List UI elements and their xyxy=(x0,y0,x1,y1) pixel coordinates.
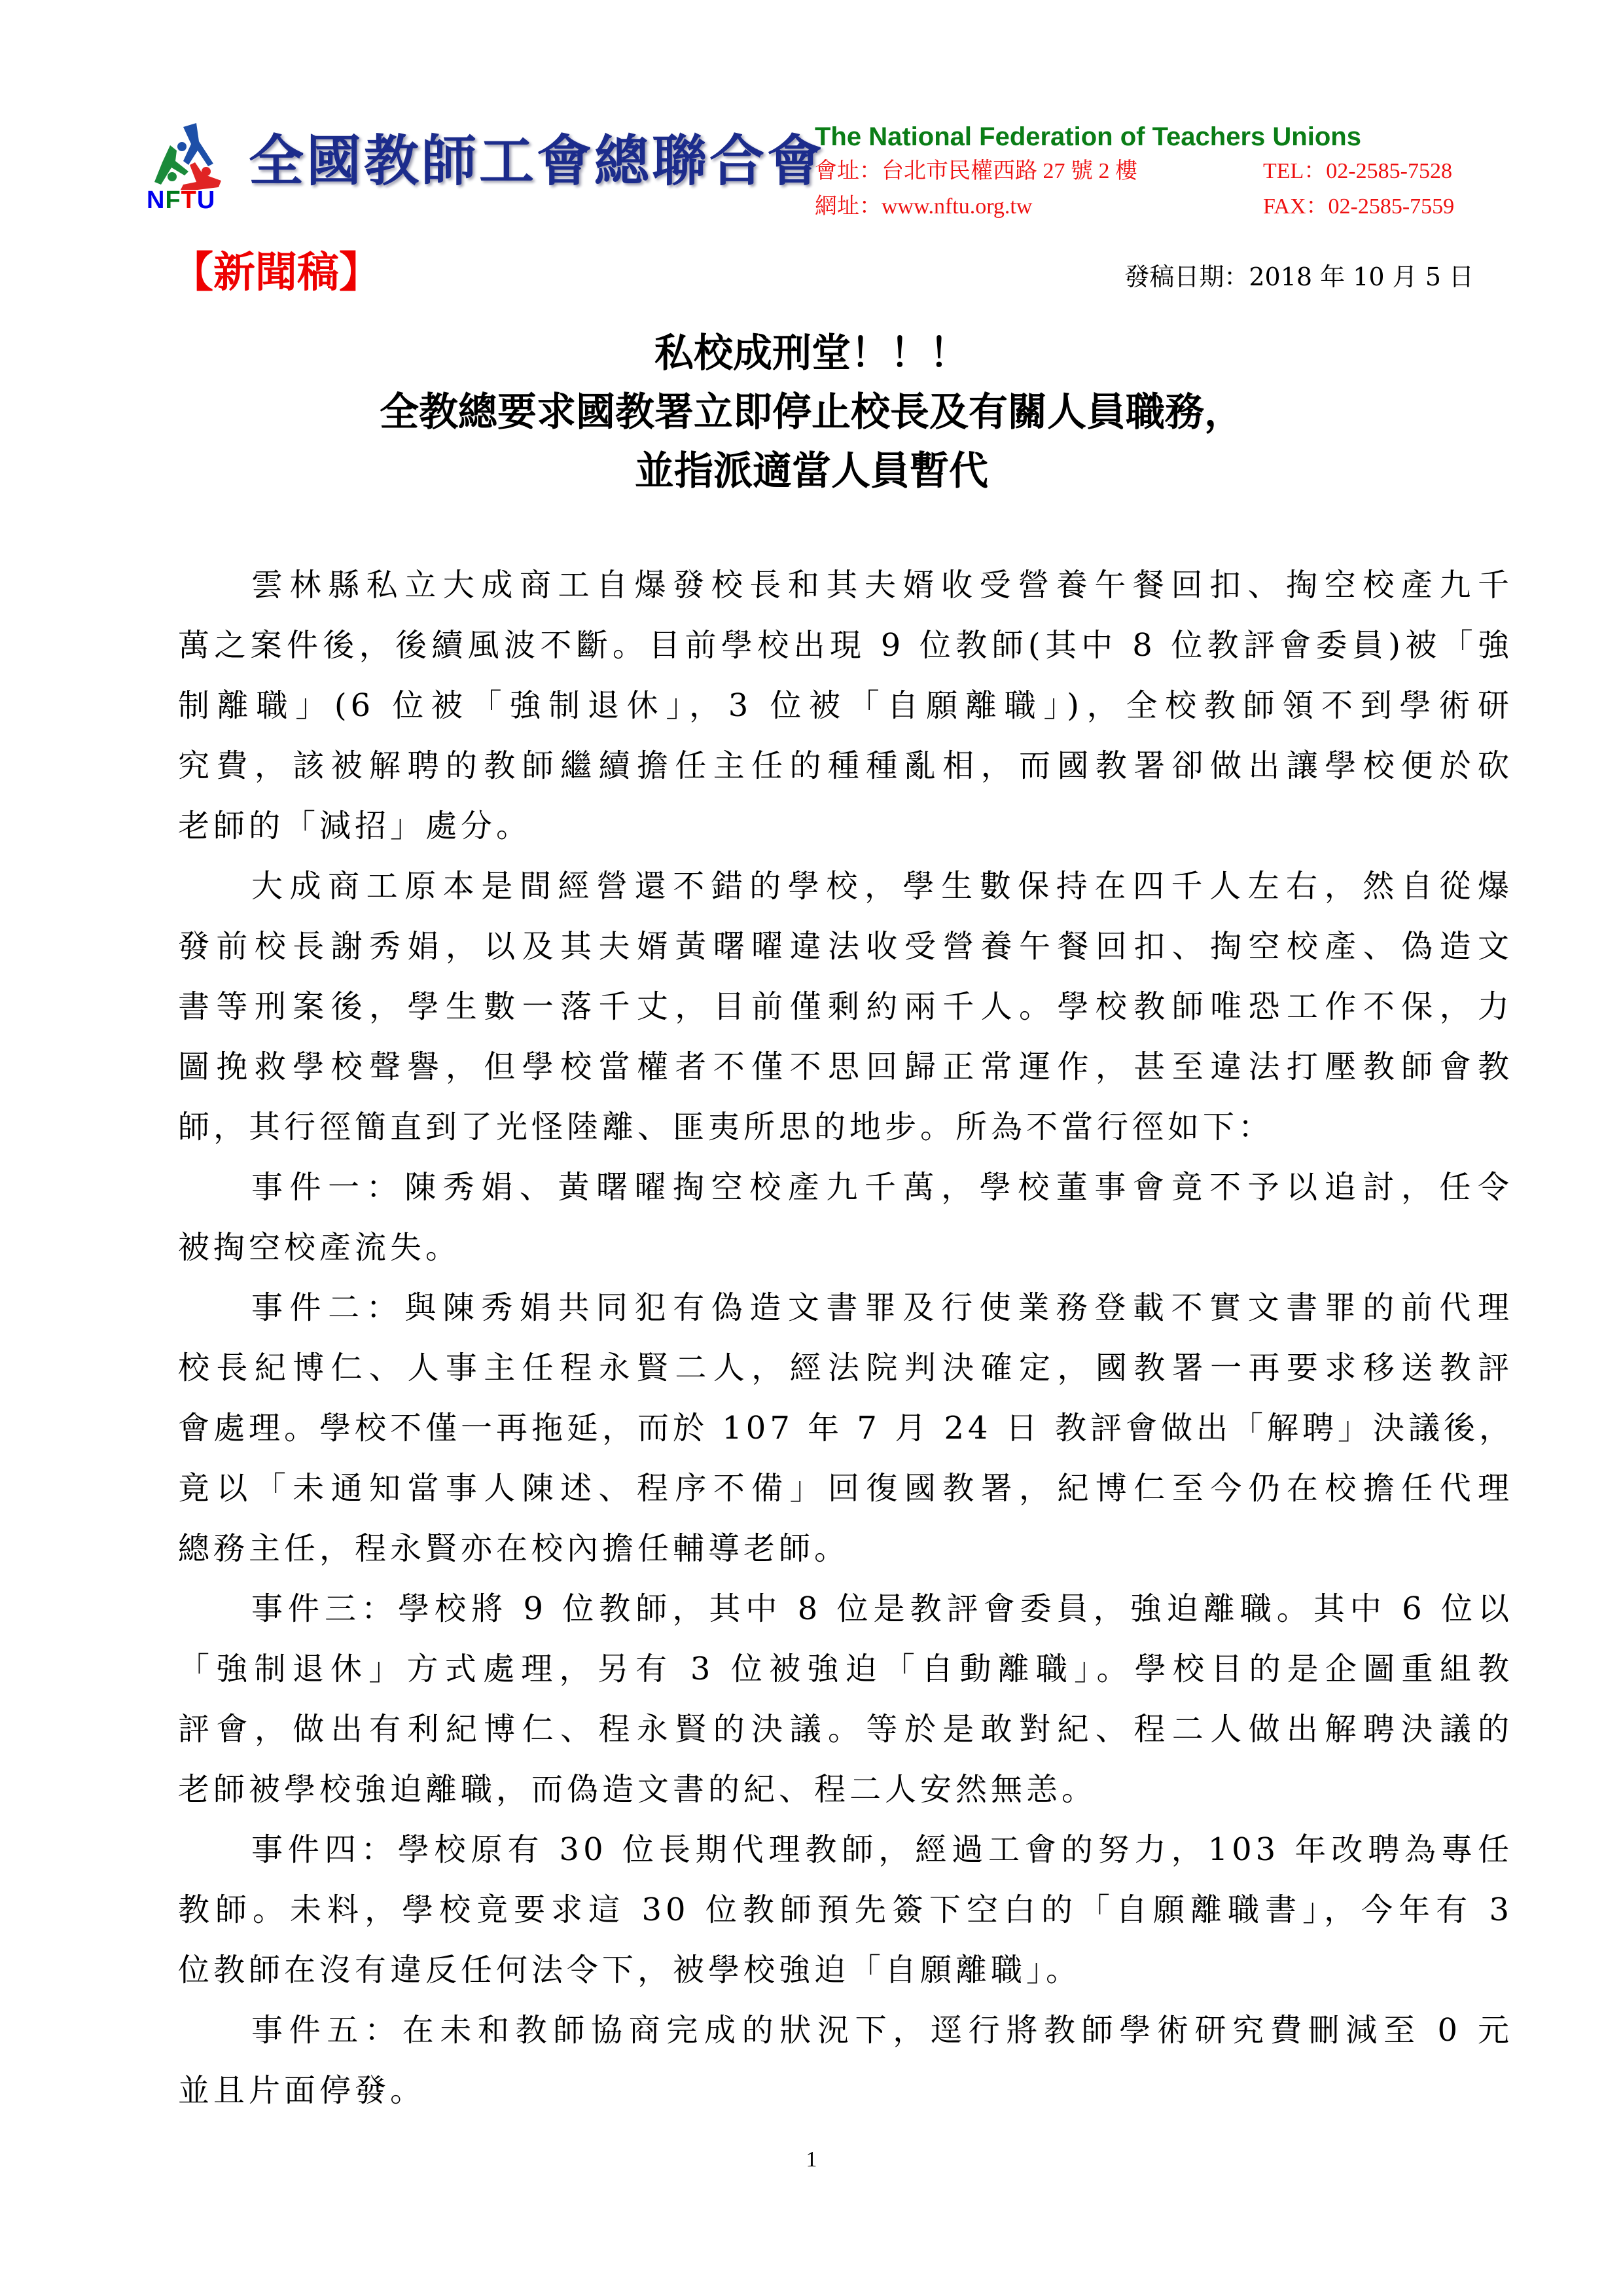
logo-letter: U xyxy=(196,187,216,214)
paragraph-line: 師，其行徑簡直到了光怪陸離、匪夷所思的地步。所為不當行徑如下： xyxy=(178,1109,1274,1145)
paragraph-line: 老師被學校強迫離職，而偽造文書的紀、程二人安然無恙。 xyxy=(178,1771,1097,1808)
paragraph-line: 會處理。學校不僅一再拖延，而於 107 年 7 月 24 日 教評會做出「解聘」決議後， xyxy=(178,1410,1515,1446)
paragraph-line: 事件五：在未和教師協商完成的狀況下，逕行將教師學術研究費刪減至 0 元 xyxy=(251,2012,1513,2049)
paragraph-line: 教師。未料，學校竟要求這 30 位教師預先簽下空白的「自願離職書」，今年有 3 xyxy=(178,1892,1513,1928)
paragraph-line: 事件三：學校將 9 位教師，其中 8 位是教評會委員，強迫離職。其中 6 位以 xyxy=(251,1590,1513,1627)
paragraph xyxy=(178,2000,1513,2121)
paragraph-line: 事件二：與陳秀娟共同犯有偽造文書罪及行使業務登載不實文書罪的前代理 xyxy=(251,1289,1513,1326)
paragraph-line: 事件四：學校原有 30 位長期代理教師，經過工會的努力，103 年改聘為專任 xyxy=(251,1831,1513,1868)
logo-wordmark xyxy=(147,187,215,213)
logo-letter: T xyxy=(181,187,197,214)
people-emblem-icon xyxy=(143,122,234,194)
paragraph-line: 並且片面停發。 xyxy=(178,2072,426,2109)
paragraph-line: 書等刑案後，學生數一落千丈，目前僅剩約兩千人。學校教師唯恐工作不保，力 xyxy=(178,988,1513,1025)
paragraph-line: 「強制退休」方式處理，另有 3 位被強迫「自動離職」。學校目的是企圖重組教 xyxy=(178,1651,1513,1687)
nftu-logo xyxy=(143,122,234,220)
paragraph xyxy=(178,1820,1513,2000)
paragraph-line: 老師的「減招」處分。 xyxy=(178,808,532,844)
paragraph xyxy=(178,1157,1513,1278)
paragraph-line: 大成商工原本是間經營還不錯的學校，學生數保持在四千人左右，然自從爆 xyxy=(251,868,1513,905)
logo-letter: N xyxy=(147,187,166,214)
headline-line-3: 並指派適當人員暫代 xyxy=(635,448,988,494)
fax: FAX：02-2585-7559 xyxy=(1263,194,1455,219)
paragraph-line: 校長紀博仁、人事主任程永賢二人，經法院判決確定，國教署一再要求移送教評 xyxy=(178,1350,1513,1386)
paragraph xyxy=(178,1579,1513,1820)
article-body xyxy=(178,555,1513,2121)
paragraph-line: 雲林縣私立大成商工自爆發校長和其夫婿收受營養午餐回扣、掏空校產九千 xyxy=(251,567,1513,603)
paragraph-line: 位教師在沒有違反任何法令下，被學校強迫「自願離職」。 xyxy=(178,1952,1082,1988)
organization-name-english: The National Federation of Teachers Unions xyxy=(815,122,1361,151)
headline-line-2: 全教總要求國教署立即停止校長及有關人員職務， xyxy=(380,389,1243,435)
release-date: 發稿日期：2018 年 10 月 5 日 xyxy=(1124,262,1474,291)
paragraph-line: 總務主任，程永賢亦在校內擔任輔導老師。 xyxy=(178,1530,850,1567)
paragraph-line: 竟以「未通知當事人陳述、程序不備」回復國教署，紀博仁至今仍在校擔任代理 xyxy=(178,1470,1513,1507)
paragraph-line: 圖挽救學校聲譽，但學校當權者不僅不思回歸正常運作，甚至違法打壓教師會教 xyxy=(178,1049,1513,1085)
headline-line-1: 私校成刑堂！！！ xyxy=(654,331,969,376)
paragraph-line: 萬之案件後，後續風波不斷。目前學校出現 9 位教師(其中 8 位教評會委員)被「強 xyxy=(178,627,1513,664)
paragraph-line: 評會，做出有利紀博仁、程永賢的決議。等於是敢對紀、程二人做出解聘決議的 xyxy=(178,1711,1513,1748)
paragraph xyxy=(178,856,1513,1157)
paragraph xyxy=(178,555,1513,856)
paragraph-line: 發前校長謝秀娟，以及其夫婿黃曙曜違法收受營養午餐回扣、掏空校產、偽造文 xyxy=(178,928,1513,965)
website-link[interactable]: 網址：www.nftu.org.tw xyxy=(815,194,1033,219)
telephone: TEL：02-2585-7528 xyxy=(1263,159,1452,183)
press-release-label: 【新聞稿】 xyxy=(171,248,381,297)
paragraph-line: 被掏空校產流失。 xyxy=(178,1229,461,1266)
organization-name-chinese: 全國教師工會總聯合會 xyxy=(249,128,825,193)
page-number: 1 xyxy=(806,2147,817,2172)
logo-letter: F xyxy=(165,187,181,214)
paragraph xyxy=(178,1278,1513,1579)
paragraph-line: 究費，該被解聘的教師繼續擔任主任的種種亂相，而國教署卻做出讓學校便於砍 xyxy=(178,747,1513,784)
paragraph-line: 制離職」(6 位被「強制退休」，3 位被「自願離職」)，全校教師領不到學術研 xyxy=(178,687,1513,724)
paragraph-line: 事件一：陳秀娟、黃曙曜掏空校產九千萬，學校董事會竟不予以追討，任令 xyxy=(251,1169,1513,1206)
address: 會址：台北市民權西路 27 號 2 樓 xyxy=(815,159,1137,183)
